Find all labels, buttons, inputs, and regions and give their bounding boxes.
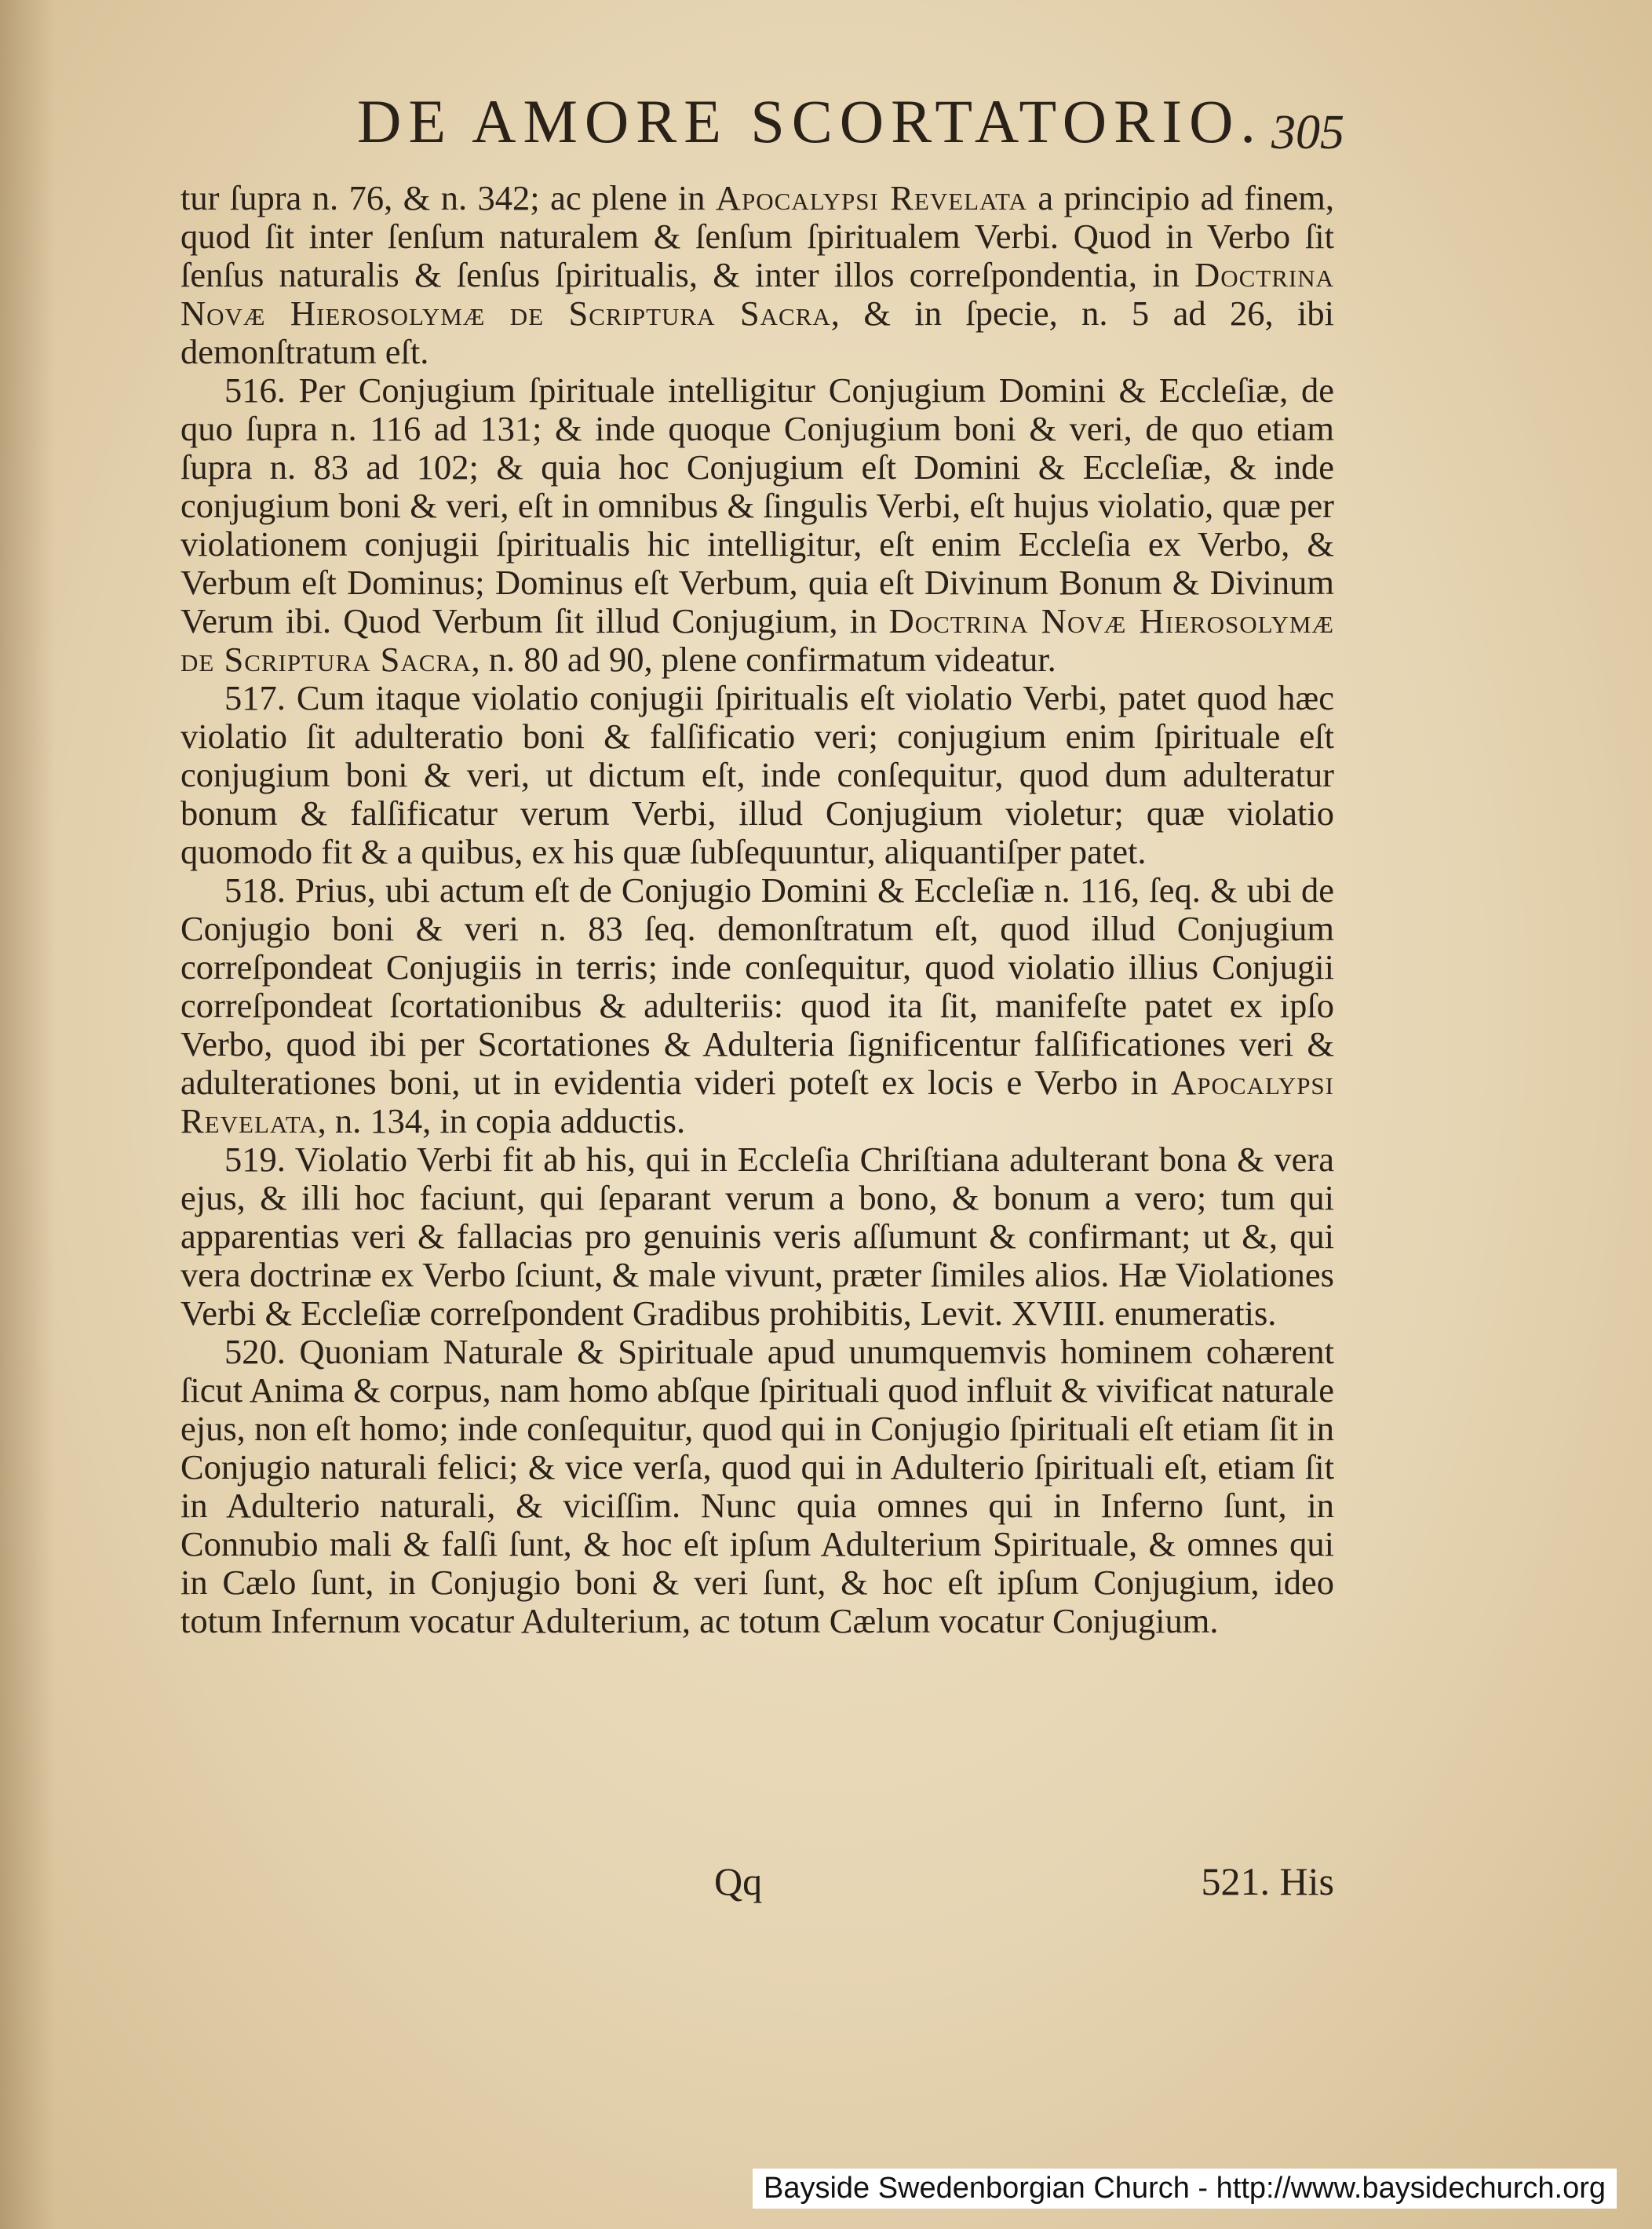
text-run: 520. Quoniam Naturale & Spirituale apud unumquemvis hominem cohærent ſicut Anima & corpus, nam homo abſque ſpirituali quod influit & vivificat naturale ejus, non eſt homo; inde conſequitur, quod qui in Conjugio ſpirituali eſt etiam ſit in Conjugio naturali felici; & vice verſa, quod qui in Adulterio ſpirituali eſt, etiam ſit in Adulterio naturali, & viciſſim. Nunc quia omnes qui in Inferno ſunt, in Connubio mali & falſi ſunt, & hoc eſt ipſum Adulterium Spirituale, & omnes qui in Cælo ſunt, in Conjugio boni & veri ſunt, & hoc eſt ipſum Conjugium, ideo totum Infernum vocatur Adulterium, ac totum Cælum vocatur Conjugium. — [181, 1332, 1334, 1640]
catchword: 521. His — [1201, 1859, 1334, 1903]
text-run: , n. 134, in copia adductis. — [317, 1101, 686, 1140]
paragraph-517 — [181, 679, 1334, 871]
paragraph-519 — [181, 1140, 1334, 1333]
running-title: DE AMORE SCORTATORIO. — [357, 87, 1263, 155]
text-run: 517. Cum itaque violatio conjugii ſpiritualis eſt violatio Verbi, patet quod hæc violatio ſit adulteratio boni & falſificatio veri; conjugium enim ſpirituale eſt conjugium boni & veri, ut dictum eſt, inde conſequitur, quod dum adulteratur bonum & falſificatur verum Verbi, illud Conjugium violetur; quæ violatio quomodo fit & a quibus, ex his quæ ſubſequuntur, aliquantiſper patet. — [181, 678, 1334, 871]
book-title-ref: Apocalypsi Revelata — [715, 178, 1027, 217]
text-run: , n. 80 ad 90, plene confirmatum videatur. — [471, 640, 1056, 679]
signature-mark: Qq — [714, 1859, 763, 1903]
paragraph-520 — [181, 1333, 1334, 1640]
paragraph — [181, 179, 1334, 371]
book-title-ref: Doctrina Novæ Hierosolymæ de Scriptura Sacra — [181, 601, 1334, 679]
book-title-ref: Doctrina Novæ Hierosolymæ de Scriptura Sacra — [181, 255, 1334, 333]
text-run: 518. Prius, ubi actum eſt de Conjugio Domini & Eccleſiæ n. 116, ſeq. & ubi de Conjugio boni & veri n. 83 ſeq. demonſtratum eſt, quod illud Conjugium correſpondeat Conjugiis in terris; inde conſequitur, quod violatio illius Conjugii correſpondeat ſcortationibus & adulteriis: quod ita ſit, manifeſte patet ex ipſo Verbo, quod ibi per Scortationes & Adulteria ſignificentur falſificationes veri & adulterationes boni, ut in evidentia videri poteſt ex locis e Verbo in — [181, 870, 1334, 1102]
source-watermark: Bayside Swedenborgian Church - http://www.baysidechurch.org — [753, 2169, 1617, 2209]
page-edge-shadow — [0, 0, 55, 2229]
text-run: , & in ſpecie, n. 5 ad 26, ibi demonſtratum eſt. — [181, 294, 1334, 371]
book-title-ref: Apocalypsi Revelata — [181, 1063, 1334, 1140]
page-footer — [181, 1859, 1334, 1913]
paragraph-516 — [181, 371, 1334, 679]
text-run: tur ſupra n. 76, & n. 342; ac plene in — [181, 178, 716, 217]
body-text — [181, 179, 1334, 1640]
text-run: 519. Violatio Verbi fit ab his, qui in Eccleſia Chriſtiana adulterant bona & vera ejus, & illi hoc faciunt, qui ſeparant verum a bono, & bonum a vero; tum qui apparentias veri & fallacias pro genuinis veris aſſumunt & confirmant; ut &, qui vera doctrinæ ex Verbo ſciunt, & male vivunt, præter ſimiles alios. Hæ Violationes Verbi & Eccleſiæ correſpondent Gradibus prohibitis, Levit. XVIII. enumeratis. — [181, 1140, 1334, 1333]
page-header — [181, 86, 1358, 173]
text-run: a principio ad finem, quod ſit inter ſenſum naturalem & ſenſum ſpiritualem Verbi. Quod in Verbo ſit ſenſus naturalis & ſenſus ſpiritualis, & inter illos correſpondentia, in — [181, 178, 1334, 294]
page-number: 305 — [1271, 106, 1344, 159]
text-run: 516. Per Conjugium ſpirituale intelligitur Conjugium Domini & Eccleſiæ, de quo ſupra n. 116 ad 131; & inde quoque Conjugium boni & veri, de quo etiam ſupra n. 83 ad 102; & quia hoc Conjugium eſt Domini & Eccleſiæ, & inde conjugium boni & veri, eſt in omnibus & ſingulis Verbi, eſt hujus violatio, quæ per violationem conjugii ſpiritualis hic intelligitur, eſt enim Eccleſia ex Verbo, & Verbum eſt Dominus; Dominus eſt Verbum, quia eſt Divinum Bonum & Divinum Verum ibi. Quod Verbum ſit illud Conjugium, in — [181, 370, 1334, 640]
paragraph-518 — [181, 871, 1334, 1140]
